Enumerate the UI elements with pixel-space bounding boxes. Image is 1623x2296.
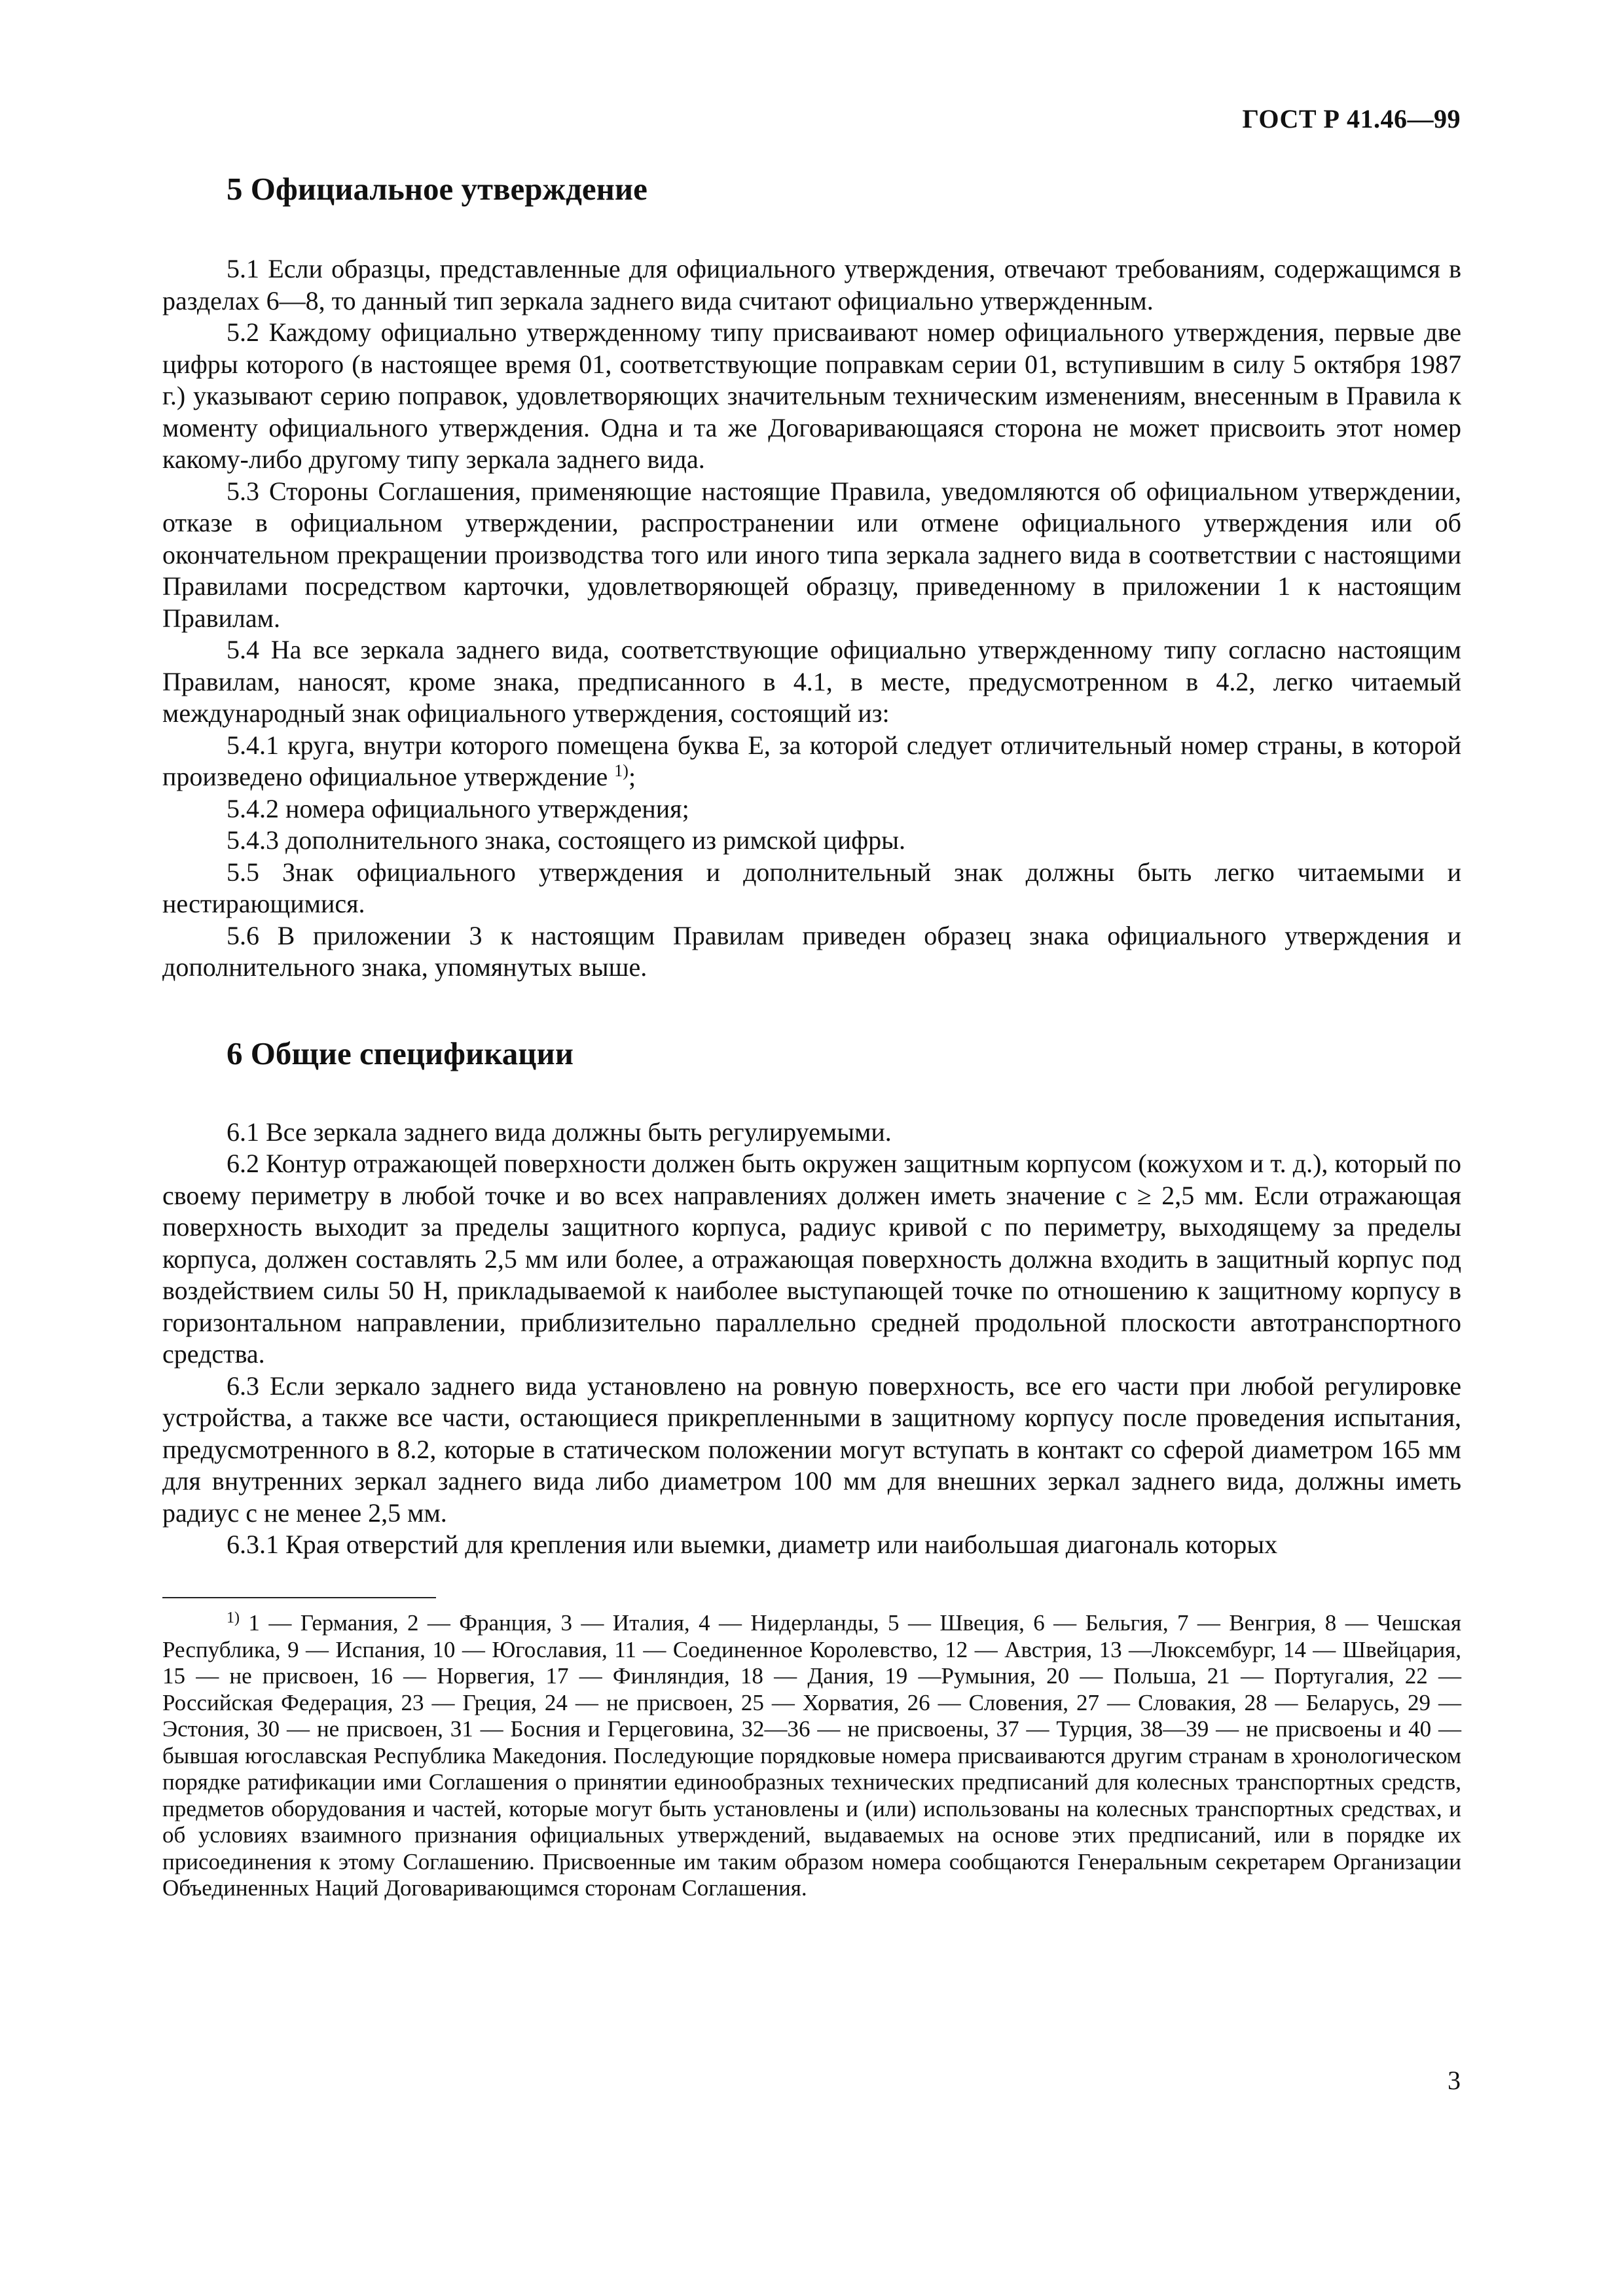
document-code-header: ГОСТ Р 41.46—99 [1242,104,1461,134]
paragraph-5-4-2: 5.4.2 номера официального утверждения; [227,793,689,823]
footnote-divider [162,1597,436,1598]
paragraph-5-1: 5.1 Если образцы, представленные для официального утверждения, отвечают требованиям, содержащимся в разделах 6—8, то данный тип зеркала заднего вида считают официально утвержденным. [162,254,1461,315]
paragraph-5-6: 5.6 В приложении 3 к настоящим Правилам приведен образец знака официального утверждения и дополнительного знака, упомянутых выше. [162,920,1461,982]
footnote [162,1610,1461,1902]
paragraph-5-4-3: 5.4.3 дополнительного знака, состоящего из римской цифры. [227,825,905,855]
footnote-reference: 1) [614,761,629,780]
footnote-text: 1 — Германия, 2 — Франция, 3 — Италия, 4 — Нидерланды, 5 — Швеция, 6 — Бельгия, 7 — Венгрия, 8 — Чешская Республика, 9 — Испания, 10 — Югославия, 11 — Соединенное Королевство, 12 — Австрия, 13 —Люксембург, 14 — Швейцария, 15 — не присвоен, 16 — Норвегия, 17 — Финляндия, 18 — Дания, 19 —Румыния, 20 — Польша, 21 — Португалия, 22 — Российская Федерация, 23 — Греция, 24 — не присвоен, 25 — Хорватия, 26 — Словения, 27 — Словакия, 28 — Беларусь, 29 — Эстония, 30 — не присвоен, 31 — Босния и Герцеговина, 32—36 — не присвоены, 37 — Турция, 38—39 — не присвоены и 40 — бывшая югославская Республика Македония. Последующие порядковые номера присваиваются другим странам в хронологическом порядке ратификации ими Соглашения о принятии единообразных технических предписаний для колесных транспортных средств, предметов оборудования и частей, которые могут быть установлены и (или) использованы на колесных транспортных средствах, и об условиях взаимного признания официальных утверждений, выдаваемых на основе этих предписаний, или в порядке их присоединения к этому Соглашению. Присвоенные им таким образом номера сообщаются Генеральным секретарем Организации Объединенных Наций Договаривающимся сторонам Соглашения. [162,1610,1461,1901]
paragraph-5-4-1 [162,730,1461,793]
paragraph-5-4: 5.4 На все зеркала заднего вида, соответствующие официально утвержденному типу согласно настоящим Правилам, наносят, кроме знака, предписанного в 4.1, в месте, предусмотренном в 4.2, легко читаемый международный знак официального утверждения, состоящий из: [162,635,1461,728]
footnote-marker: 1) [227,1609,240,1626]
section-6-title: 6 Общие спецификации [227,1035,574,1071]
paragraph-5-4-1-tail: ; [628,762,636,791]
paragraph-5-3: 5.3 Стороны Соглашения, применяющие настоящие Правила, уведомляются об официальном утверждении, отказе в официальном утверждении, распространении или отмене официального утверждения или об окончательном прекращении производства того или иного типа зеркала заднего вида в соответствии с настоящими Правилами посредством карточки, удовлетворяющей образцу, приведенному в приложении 1 к настоящим Правилам. [162,476,1461,633]
main-content [162,170,1461,1561]
paragraph-6-2: 6.2 Контур отражающей поверхности должен быть окружен защитным корпусом (кожухом и т. д.), который по своему периметру в любой точке и во всех направлениях должен иметь значение c ≥ 2,5 мм. Если отражающая поверхность выходит за пределы защитного корпуса, радиус кривой c по периметру, выходящему за пределы корпуса, должен составлять 2,5 мм или более, а отражающая поверхность должна входить в защитный корпус под воздействием силы 50 Н, прикладываемой к наиболее выступающей точке по отношению к защитному корпусу в горизонтальном направлении, приблизительно параллельно средней продольной плоскости автотранспортного средства. [162,1149,1461,1369]
page-number: 3 [1448,2066,1461,2095]
paragraph-6-3-1: 6.3.1 Края отверстий для крепления или выемки, диаметр или наибольшая диагональ которых [227,1530,1278,1559]
paragraph-6-3: 6.3 Если зеркало заднего вида установлено на ровную поверхность, все его части при любой регулировке устройства, а также все части, остающиеся прикрепленными в защитному корпусу после проведения испытания, предусмотренного в 8.2, которые в статическом положении могут вступать в контакт со сферой диаметром 165 мм для внутренних зеркал заднего вида либо диаметром 100 мм для внешних зеркал заднего вида, должны иметь радиус c не менее 2,5 мм. [162,1371,1461,1528]
paragraph-6-1: 6.1 Все зеркала заднего вида должны быть регулируемыми. [227,1117,892,1147]
section-5-title: 5 Официальное утверждение [227,171,647,207]
paragraph-5-2: 5.2 Каждому официально утвержденному типу присваивают номер официального утверждения, первые две цифры которого (в настоящее время 01, соответствующие поправкам серии 01, вступившим в силу 5 октября 1987 г.) указывают серию поправок, удовлетворяющих значительным техническим изменениям, внесенным в Правила к моменту официального утверждения. Одна и та же Договаривающаяся сторона не может присвоить этот номер какому-либо другому типу зеркала заднего вида. [162,317,1461,474]
paragraph-5-4-1-text: 5.4.1 круга, внутри которого помещена буква E, за которой следует отличительный номер страны, в которой произведено официальное утверждение [162,730,1461,791]
paragraph-5-5: 5.5 Знак официального утверждения и дополнительный знак должны быть легко читаемыми и нестирающимися. [162,857,1461,918]
